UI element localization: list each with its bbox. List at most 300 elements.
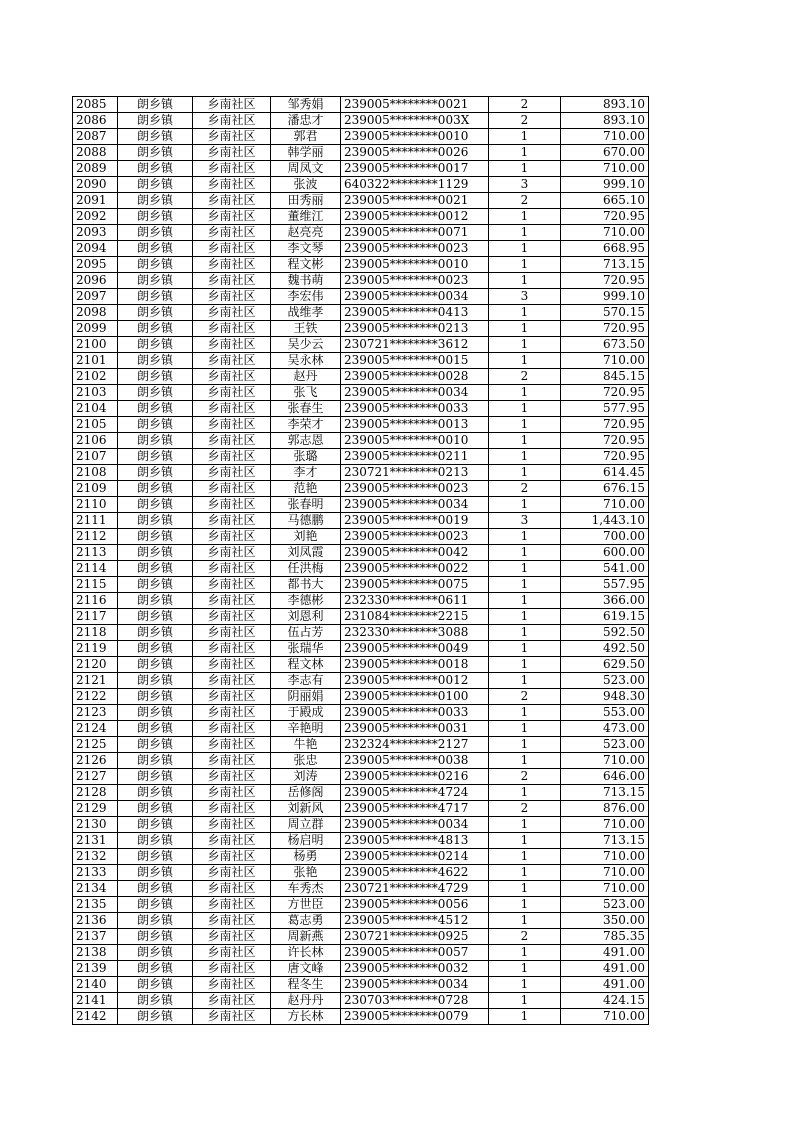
household-count-cell: 1 — [489, 993, 561, 1009]
town-cell: 朗乡镇 — [118, 721, 193, 737]
community-cell: 乡南社区 — [193, 129, 271, 145]
town-cell: 朗乡镇 — [118, 897, 193, 913]
name-cell: 张忠 — [271, 753, 341, 769]
amount-cell: 785.35 — [561, 929, 649, 945]
serial-number-cell: 2106 — [73, 433, 118, 449]
household-count-cell: 1 — [489, 385, 561, 401]
table-row — [73, 817, 649, 833]
name-cell: 周凤文 — [271, 161, 341, 177]
name-cell: 范艳 — [271, 481, 341, 497]
amount-cell: 491.00 — [561, 945, 649, 961]
serial-number-cell: 2132 — [73, 849, 118, 865]
town-cell: 朗乡镇 — [118, 753, 193, 769]
table-row — [73, 753, 649, 769]
community-cell: 乡南社区 — [193, 881, 271, 897]
name-cell: 董维江 — [271, 209, 341, 225]
id-number-cell: 239005********0100 — [341, 689, 489, 705]
id-number-cell: 239005********0021 — [341, 97, 489, 113]
town-cell: 朗乡镇 — [118, 481, 193, 497]
serial-number-cell: 2109 — [73, 481, 118, 497]
name-cell: 辛艳明 — [271, 721, 341, 737]
table-row — [73, 337, 649, 353]
name-cell: 张瑞华 — [271, 641, 341, 657]
id-number-cell: 239005********0032 — [341, 961, 489, 977]
amount-cell: 710.00 — [561, 497, 649, 513]
name-cell: 葛志勇 — [271, 913, 341, 929]
table-row — [73, 529, 649, 545]
serial-number-cell: 2119 — [73, 641, 118, 657]
serial-number-cell: 2108 — [73, 465, 118, 481]
id-number-cell: 239005********0023 — [341, 529, 489, 545]
household-count-cell: 1 — [489, 465, 561, 481]
serial-number-cell: 2094 — [73, 241, 118, 257]
community-cell: 乡南社区 — [193, 97, 271, 113]
id-number-cell: 239005********0010 — [341, 257, 489, 273]
community-cell: 乡南社区 — [193, 561, 271, 577]
amount-cell: 592.50 — [561, 625, 649, 641]
id-number-cell: 239005********0042 — [341, 545, 489, 561]
amount-cell: 720.95 — [561, 209, 649, 225]
serial-number-cell: 2110 — [73, 497, 118, 513]
town-cell: 朗乡镇 — [118, 385, 193, 401]
name-cell: 程冬生 — [271, 977, 341, 993]
amount-cell: 665.10 — [561, 193, 649, 209]
community-cell: 乡南社区 — [193, 705, 271, 721]
amount-cell: 720.95 — [561, 417, 649, 433]
table-row — [73, 705, 649, 721]
id-number-cell: 239005********0034 — [341, 977, 489, 993]
community-cell: 乡南社区 — [193, 193, 271, 209]
amount-cell: 720.95 — [561, 449, 649, 465]
serial-number-cell: 2130 — [73, 817, 118, 833]
household-count-cell: 2 — [489, 481, 561, 497]
amount-cell: 876.00 — [561, 801, 649, 817]
community-cell: 乡南社区 — [193, 737, 271, 753]
amount-cell: 577.95 — [561, 401, 649, 417]
table-row — [73, 369, 649, 385]
amount-cell: 999.10 — [561, 177, 649, 193]
table-row — [73, 193, 649, 209]
town-cell: 朗乡镇 — [118, 465, 193, 481]
serial-number-cell: 2127 — [73, 769, 118, 785]
serial-number-cell: 2138 — [73, 945, 118, 961]
name-cell: 张璐 — [271, 449, 341, 465]
community-cell: 乡南社区 — [193, 401, 271, 417]
name-cell: 岳修阁 — [271, 785, 341, 801]
table-row — [73, 209, 649, 225]
table-row — [73, 993, 649, 1009]
id-number-cell: 239005********0012 — [341, 673, 489, 689]
id-number-cell: 230721********0925 — [341, 929, 489, 945]
community-cell: 乡南社区 — [193, 769, 271, 785]
household-count-cell: 1 — [489, 913, 561, 929]
town-cell: 朗乡镇 — [118, 833, 193, 849]
town-cell: 朗乡镇 — [118, 609, 193, 625]
town-cell: 朗乡镇 — [118, 561, 193, 577]
household-count-cell: 1 — [489, 225, 561, 241]
serial-number-cell: 2142 — [73, 1009, 118, 1025]
table-row — [73, 833, 649, 849]
name-cell: 李宏伟 — [271, 289, 341, 305]
amount-cell: 720.95 — [561, 385, 649, 401]
name-cell: 李才 — [271, 465, 341, 481]
table-row — [73, 721, 649, 737]
town-cell: 朗乡镇 — [118, 369, 193, 385]
name-cell: 杨勇 — [271, 849, 341, 865]
name-cell: 张波 — [271, 177, 341, 193]
amount-cell: 710.00 — [561, 753, 649, 769]
household-count-cell: 1 — [489, 353, 561, 369]
community-cell: 乡南社区 — [193, 865, 271, 881]
town-cell: 朗乡镇 — [118, 545, 193, 561]
id-number-cell: 239005********0034 — [341, 497, 489, 513]
household-count-cell: 1 — [489, 705, 561, 721]
name-cell: 刘艳 — [271, 529, 341, 545]
id-number-cell: 239005********0057 — [341, 945, 489, 961]
table-row — [73, 1009, 649, 1025]
table-row — [73, 305, 649, 321]
table-row — [73, 801, 649, 817]
id-number-cell: 239005********4512 — [341, 913, 489, 929]
table-row — [73, 353, 649, 369]
id-number-cell: 230721********0213 — [341, 465, 489, 481]
community-cell: 乡南社区 — [193, 305, 271, 321]
serial-number-cell: 2121 — [73, 673, 118, 689]
town-cell: 朗乡镇 — [118, 145, 193, 161]
id-number-cell: 239005********003X — [341, 113, 489, 129]
town-cell: 朗乡镇 — [118, 497, 193, 513]
household-count-cell: 1 — [489, 977, 561, 993]
serial-number-cell: 2112 — [73, 529, 118, 545]
id-number-cell: 239005********0015 — [341, 353, 489, 369]
id-number-cell: 239005********0023 — [341, 241, 489, 257]
town-cell: 朗乡镇 — [118, 817, 193, 833]
town-cell: 朗乡镇 — [118, 433, 193, 449]
name-cell: 韩学丽 — [271, 145, 341, 161]
household-count-cell: 2 — [489, 113, 561, 129]
serial-number-cell: 2141 — [73, 993, 118, 1009]
town-cell: 朗乡镇 — [118, 785, 193, 801]
table-row — [73, 113, 649, 129]
community-cell: 乡南社区 — [193, 625, 271, 641]
amount-cell: 710.00 — [561, 817, 649, 833]
table-row — [73, 145, 649, 161]
serial-number-cell: 2087 — [73, 129, 118, 145]
town-cell: 朗乡镇 — [118, 449, 193, 465]
id-number-cell: 239005********0213 — [341, 321, 489, 337]
id-number-cell: 239005********0012 — [341, 209, 489, 225]
id-number-cell: 239005********0033 — [341, 705, 489, 721]
town-cell: 朗乡镇 — [118, 929, 193, 945]
table-row — [73, 769, 649, 785]
serial-number-cell: 2095 — [73, 257, 118, 273]
table-row — [73, 689, 649, 705]
table-row — [73, 417, 649, 433]
id-number-cell: 239005********0028 — [341, 369, 489, 385]
name-cell: 张春明 — [271, 497, 341, 513]
table-row — [73, 433, 649, 449]
town-cell: 朗乡镇 — [118, 225, 193, 241]
community-cell: 乡南社区 — [193, 257, 271, 273]
id-number-cell: 239005********0023 — [341, 273, 489, 289]
town-cell: 朗乡镇 — [118, 769, 193, 785]
id-number-cell: 239005********0056 — [341, 897, 489, 913]
community-cell: 乡南社区 — [193, 145, 271, 161]
table-row — [73, 273, 649, 289]
community-cell: 乡南社区 — [193, 593, 271, 609]
serial-number-cell: 2117 — [73, 609, 118, 625]
id-number-cell: 239005********0033 — [341, 401, 489, 417]
name-cell: 程文彬 — [271, 257, 341, 273]
household-count-cell: 1 — [489, 209, 561, 225]
id-number-cell: 232330********0611 — [341, 593, 489, 609]
name-cell: 车秀杰 — [271, 881, 341, 897]
community-cell: 乡南社区 — [193, 689, 271, 705]
town-cell: 朗乡镇 — [118, 737, 193, 753]
id-number-cell: 239005********0413 — [341, 305, 489, 321]
community-cell: 乡南社区 — [193, 529, 271, 545]
community-cell: 乡南社区 — [193, 897, 271, 913]
name-cell: 邹秀娟 — [271, 97, 341, 113]
town-cell: 朗乡镇 — [118, 209, 193, 225]
amount-cell: 720.95 — [561, 321, 649, 337]
table-row — [73, 449, 649, 465]
id-number-cell: 239005********0010 — [341, 129, 489, 145]
name-cell: 牛艳 — [271, 737, 341, 753]
name-cell: 方世臣 — [271, 897, 341, 913]
table-row — [73, 785, 649, 801]
household-count-cell: 2 — [489, 97, 561, 113]
household-count-cell: 1 — [489, 433, 561, 449]
id-number-cell: 231084********2215 — [341, 609, 489, 625]
id-number-cell: 230721********4729 — [341, 881, 489, 897]
community-cell: 乡南社区 — [193, 241, 271, 257]
amount-cell: 1,443.10 — [561, 513, 649, 529]
table-row — [73, 225, 649, 241]
name-cell: 潘忠才 — [271, 113, 341, 129]
table-row — [73, 177, 649, 193]
serial-number-cell: 2104 — [73, 401, 118, 417]
town-cell: 朗乡镇 — [118, 273, 193, 289]
household-count-cell: 1 — [489, 497, 561, 513]
household-count-cell: 1 — [489, 161, 561, 177]
amount-cell: 893.10 — [561, 113, 649, 129]
town-cell: 朗乡镇 — [118, 353, 193, 369]
household-count-cell: 1 — [489, 241, 561, 257]
table-row — [73, 513, 649, 529]
name-cell: 王铁 — [271, 321, 341, 337]
table-row — [73, 881, 649, 897]
table-row — [73, 577, 649, 593]
table-row — [73, 129, 649, 145]
amount-cell: 999.10 — [561, 289, 649, 305]
amount-cell: 713.15 — [561, 257, 649, 273]
town-cell: 朗乡镇 — [118, 337, 193, 353]
town-cell: 朗乡镇 — [118, 417, 193, 433]
serial-number-cell: 2091 — [73, 193, 118, 209]
name-cell: 田秀丽 — [271, 193, 341, 209]
amount-cell: 366.00 — [561, 593, 649, 609]
community-cell: 乡南社区 — [193, 961, 271, 977]
community-cell: 乡南社区 — [193, 385, 271, 401]
serial-number-cell: 2125 — [73, 737, 118, 753]
town-cell: 朗乡镇 — [118, 641, 193, 657]
household-count-cell: 2 — [489, 369, 561, 385]
serial-number-cell: 2115 — [73, 577, 118, 593]
table-row — [73, 657, 649, 673]
table-row — [73, 289, 649, 305]
amount-cell: 553.00 — [561, 705, 649, 721]
town-cell: 朗乡镇 — [118, 529, 193, 545]
town-cell: 朗乡镇 — [118, 913, 193, 929]
community-cell: 乡南社区 — [193, 433, 271, 449]
name-cell: 吴永林 — [271, 353, 341, 369]
community-cell: 乡南社区 — [193, 913, 271, 929]
household-count-cell: 1 — [489, 337, 561, 353]
serial-number-cell: 2088 — [73, 145, 118, 161]
household-count-cell: 1 — [489, 673, 561, 689]
community-cell: 乡南社区 — [193, 337, 271, 353]
serial-number-cell: 2089 — [73, 161, 118, 177]
community-cell: 乡南社区 — [193, 225, 271, 241]
name-cell: 许长林 — [271, 945, 341, 961]
id-number-cell: 239005********0010 — [341, 433, 489, 449]
household-count-cell: 1 — [489, 1009, 561, 1025]
serial-number-cell: 2131 — [73, 833, 118, 849]
town-cell: 朗乡镇 — [118, 289, 193, 305]
amount-cell: 710.00 — [561, 865, 649, 881]
serial-number-cell: 2114 — [73, 561, 118, 577]
town-cell: 朗乡镇 — [118, 945, 193, 961]
id-number-cell: 239005********0017 — [341, 161, 489, 177]
amount-cell: 673.50 — [561, 337, 649, 353]
id-number-cell: 239005********4724 — [341, 785, 489, 801]
records-table-body — [73, 97, 649, 1025]
serial-number-cell: 2092 — [73, 209, 118, 225]
community-cell: 乡南社区 — [193, 801, 271, 817]
household-count-cell: 1 — [489, 417, 561, 433]
serial-number-cell: 2139 — [73, 961, 118, 977]
community-cell: 乡南社区 — [193, 209, 271, 225]
town-cell: 朗乡镇 — [118, 961, 193, 977]
serial-number-cell: 2102 — [73, 369, 118, 385]
name-cell: 赵丹 — [271, 369, 341, 385]
household-count-cell: 1 — [489, 817, 561, 833]
id-number-cell: 239005********0075 — [341, 577, 489, 593]
community-cell: 乡南社区 — [193, 417, 271, 433]
household-count-cell: 1 — [489, 753, 561, 769]
town-cell: 朗乡镇 — [118, 401, 193, 417]
amount-cell: 473.00 — [561, 721, 649, 737]
household-count-cell: 1 — [489, 865, 561, 881]
amount-cell: 646.00 — [561, 769, 649, 785]
community-cell: 乡南社区 — [193, 545, 271, 561]
amount-cell: 523.00 — [561, 737, 649, 753]
town-cell: 朗乡镇 — [118, 513, 193, 529]
household-count-cell: 2 — [489, 769, 561, 785]
community-cell: 乡南社区 — [193, 449, 271, 465]
id-number-cell: 239005********0214 — [341, 849, 489, 865]
serial-number-cell: 2116 — [73, 593, 118, 609]
household-count-cell: 1 — [489, 273, 561, 289]
town-cell: 朗乡镇 — [118, 881, 193, 897]
household-count-cell: 2 — [489, 929, 561, 945]
community-cell: 乡南社区 — [193, 497, 271, 513]
name-cell: 阴丽娟 — [271, 689, 341, 705]
household-count-cell: 3 — [489, 513, 561, 529]
town-cell: 朗乡镇 — [118, 689, 193, 705]
serial-number-cell: 2099 — [73, 321, 118, 337]
table-row — [73, 241, 649, 257]
id-number-cell: 232330********3088 — [341, 625, 489, 641]
serial-number-cell: 2096 — [73, 273, 118, 289]
community-cell: 乡南社区 — [193, 273, 271, 289]
household-count-cell: 1 — [489, 785, 561, 801]
name-cell: 伍占芳 — [271, 625, 341, 641]
serial-number-cell: 2085 — [73, 97, 118, 113]
amount-cell: 492.50 — [561, 641, 649, 657]
serial-number-cell: 2124 — [73, 721, 118, 737]
name-cell: 战维孝 — [271, 305, 341, 321]
serial-number-cell: 2126 — [73, 753, 118, 769]
table-row — [73, 849, 649, 865]
name-cell: 刘新风 — [271, 801, 341, 817]
town-cell: 朗乡镇 — [118, 657, 193, 673]
community-cell: 乡南社区 — [193, 289, 271, 305]
town-cell: 朗乡镇 — [118, 705, 193, 721]
table-row — [73, 321, 649, 337]
name-cell: 方长林 — [271, 1009, 341, 1025]
household-count-cell: 1 — [489, 657, 561, 673]
table-row — [73, 545, 649, 561]
id-number-cell: 239005********0021 — [341, 193, 489, 209]
household-count-cell: 2 — [489, 193, 561, 209]
amount-cell: 570.15 — [561, 305, 649, 321]
amount-cell: 845.15 — [561, 369, 649, 385]
amount-cell: 710.00 — [561, 881, 649, 897]
community-cell: 乡南社区 — [193, 993, 271, 1009]
amount-cell: 557.95 — [561, 577, 649, 593]
records-table — [72, 96, 649, 1025]
name-cell: 刘凤霞 — [271, 545, 341, 561]
town-cell: 朗乡镇 — [118, 577, 193, 593]
table-row — [73, 161, 649, 177]
town-cell: 朗乡镇 — [118, 977, 193, 993]
community-cell: 乡南社区 — [193, 657, 271, 673]
household-count-cell: 1 — [489, 961, 561, 977]
household-count-cell: 1 — [489, 737, 561, 753]
serial-number-cell: 2105 — [73, 417, 118, 433]
name-cell: 李荣才 — [271, 417, 341, 433]
amount-cell: 948.30 — [561, 689, 649, 705]
table-row — [73, 945, 649, 961]
amount-cell: 700.00 — [561, 529, 649, 545]
town-cell: 朗乡镇 — [118, 305, 193, 321]
amount-cell: 491.00 — [561, 977, 649, 993]
household-count-cell: 3 — [489, 177, 561, 193]
name-cell: 郭君 — [271, 129, 341, 145]
table-row — [73, 673, 649, 689]
amount-cell: 720.95 — [561, 433, 649, 449]
id-number-cell: 239005********4717 — [341, 801, 489, 817]
amount-cell: 600.00 — [561, 545, 649, 561]
id-number-cell: 239005********0034 — [341, 385, 489, 401]
amount-cell: 424.15 — [561, 993, 649, 1009]
household-count-cell: 1 — [489, 641, 561, 657]
table-row — [73, 977, 649, 993]
serial-number-cell: 2135 — [73, 897, 118, 913]
community-cell: 乡南社区 — [193, 513, 271, 529]
